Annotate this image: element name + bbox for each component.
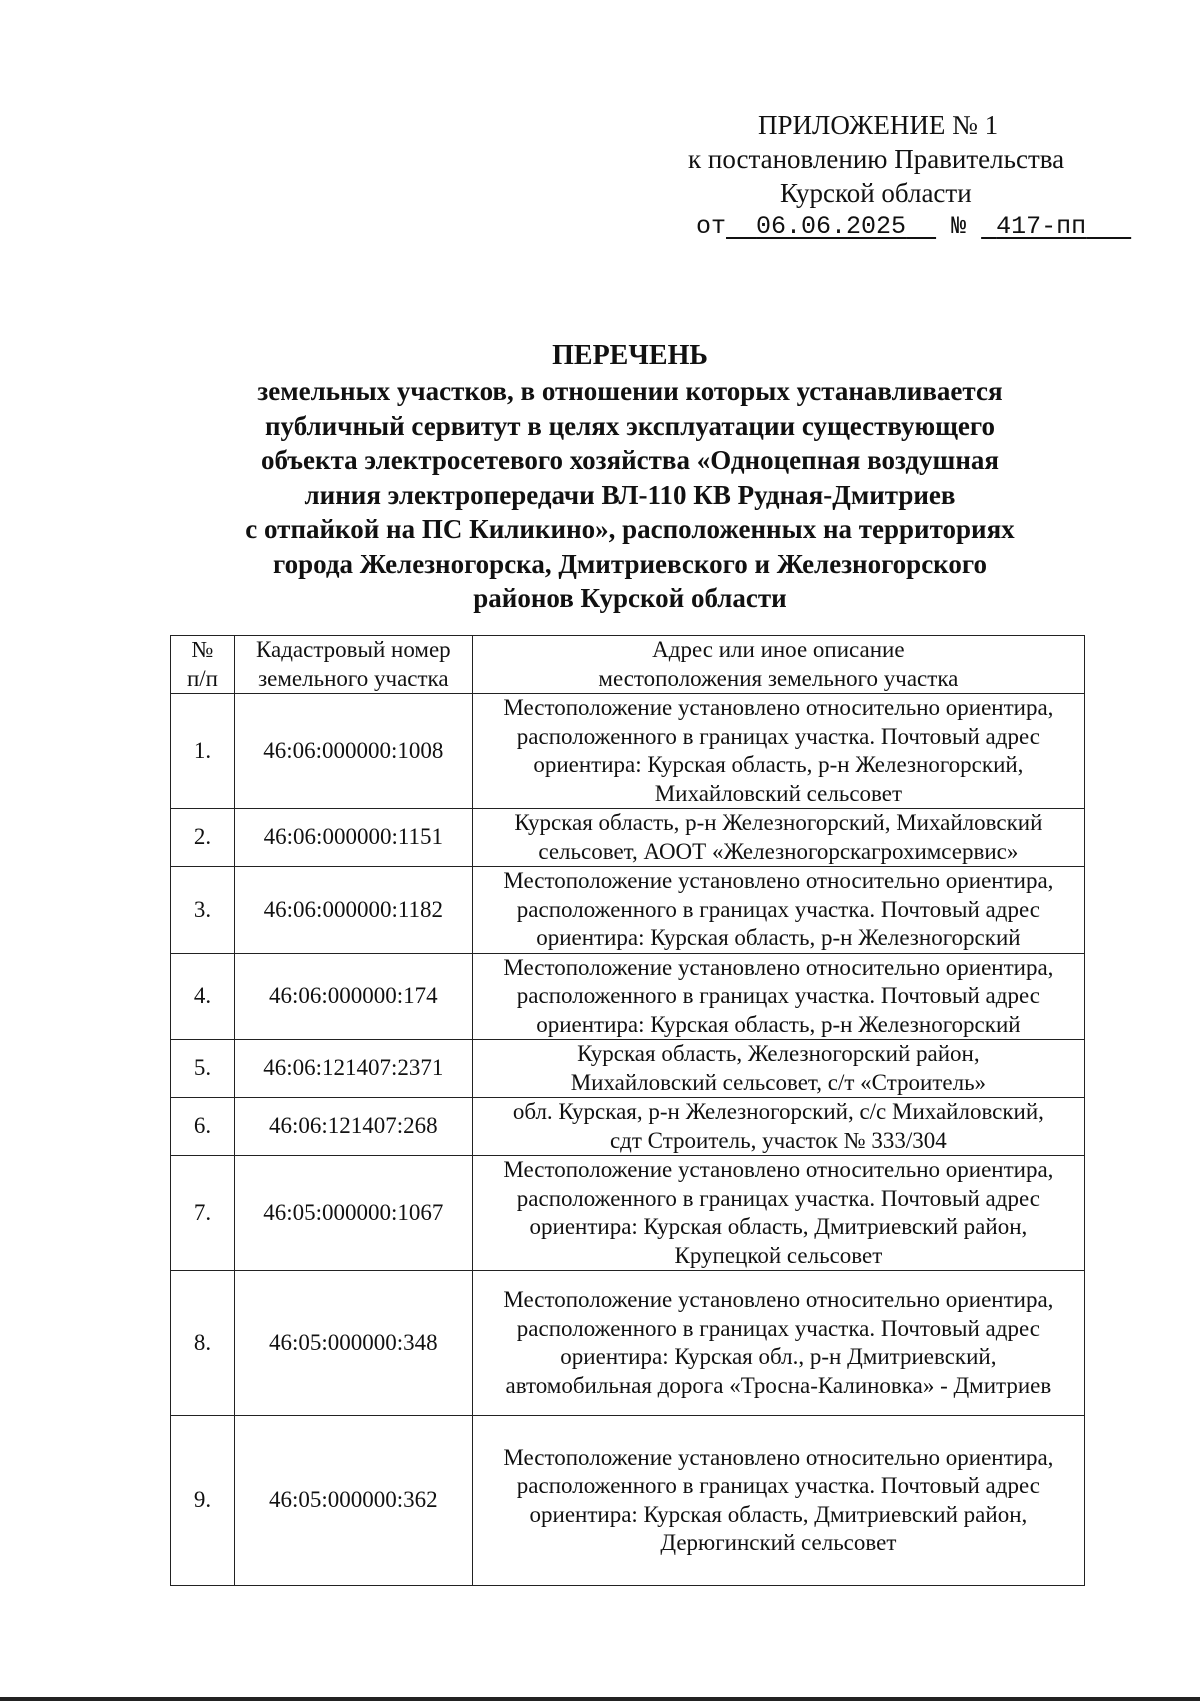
address-line: расположенного в границах участка. Почтовый адрес (516, 1315, 1040, 1341)
plot-address (472, 1156, 1084, 1271)
address-line: ориентира: Курская область, р-н Железногорский (536, 1011, 1021, 1037)
appendix-title: ПРИЛОЖЕНИЕ № 1 (758, 110, 999, 140)
row-number: 2. (171, 809, 235, 867)
row-number: 7. (171, 1156, 235, 1271)
address-line: расположенного в границах участка. Почтовый адрес (516, 983, 1040, 1008)
address-line: Михайловский сельсовет, с/т «Строитель» (570, 1069, 987, 1095)
plot-address (472, 953, 1084, 1040)
address-line: ориентира: Курская область, Дмитриевский район, (529, 1214, 1028, 1239)
appendix-region: Курской области (780, 178, 972, 208)
address-line: Местоположение установлено относительно ориентира, (503, 695, 1054, 720)
address-line: расположенного в границах участка. Почтовый адрес (516, 723, 1040, 749)
table-row (171, 953, 1085, 1040)
cadastral-number: 46:06:121407:2371 (234, 1040, 472, 1098)
table-row (171, 1040, 1085, 1098)
title-line: города Железногорска, Дмитриевского и Железногорского (273, 548, 987, 579)
plot-address (472, 1271, 1084, 1416)
document-title (140, 338, 1120, 616)
cadastral-number: 46:06:000000:1151 (234, 809, 472, 867)
address-line: ориентира: Курская обл., р-н Дмитриевский, (560, 1344, 997, 1369)
cadastral-number: 46:05:000000:1067 (234, 1156, 472, 1271)
plot-address (472, 1098, 1084, 1156)
title-heading: ПЕРЕЧЕНЬ (552, 340, 708, 371)
address-line: Местоположение установлено относительно ориентира, (503, 868, 1054, 893)
title-line: объекта электросетевого хозяйства «Одноцепная воздушная (260, 445, 1000, 475)
cadastral-number: 46:05:000000:348 (234, 1271, 472, 1416)
table-row (171, 867, 1085, 954)
row-number: 8. (171, 1271, 235, 1416)
appendix-reference: к постановлению Правительства (688, 144, 1065, 174)
date-prefix: от (696, 212, 727, 241)
address-line: Курская область, р-н Железногорский, Михайловский (514, 810, 1043, 835)
row-number: 4. (171, 953, 235, 1040)
address-line: сельсовет, АООТ «Железногорскагрохимсервис» (538, 838, 1019, 864)
table-header-row (171, 636, 1085, 694)
row-number: 5. (171, 1040, 235, 1098)
title-line: публичный сервитут в целях эксплуатации существующего (265, 410, 995, 441)
address-line: Курская область, Железногорский район, (577, 1041, 980, 1066)
address-line: сдт Строитель, участок № 333/304 (609, 1127, 947, 1153)
cadastral-number: 46:06:000000:1182 (234, 867, 472, 954)
cadastral-number: 46:05:000000:362 (234, 1416, 472, 1586)
title-subtitle (140, 374, 1120, 616)
cadastral-number: 46:06:000000:174 (234, 953, 472, 1040)
number-prefix: № (951, 212, 967, 241)
address-line: расположенного в границах участка. Почтовый адрес (516, 1185, 1040, 1211)
row-number: 9. (171, 1416, 235, 1586)
title-line: районов Курской области (473, 583, 787, 613)
title-line: с отпайкой на ПС Киликино», расположенных на территориях (245, 514, 1015, 544)
address-line: Дерюгинский сельсовет (660, 1530, 897, 1555)
row-number: 1. (171, 694, 235, 809)
address-line: Местоположение установлено относительно ориентира, (503, 1287, 1054, 1312)
table-row (171, 1098, 1085, 1156)
address-line: Местоположение установлено относительно ориентира, (503, 1157, 1054, 1182)
cadastral-number: 46:06:000000:1008 (234, 694, 472, 809)
land-plots-table (170, 635, 1085, 1586)
plot-address (472, 809, 1084, 867)
date-value: 06.06.2025 (756, 212, 907, 241)
appendix-header (688, 108, 1108, 244)
address-line: Крупецкой сельсовет (674, 1242, 883, 1268)
title-line: линия электропередачи ВЛ-110 КВ Рудная-Дмитриев (304, 479, 956, 510)
header-num: № п/п (171, 636, 235, 694)
address-line: ориентира: Курская область, Дмитриевский район, (529, 1501, 1028, 1527)
row-number: 3. (171, 867, 235, 954)
table-row (171, 1156, 1085, 1271)
table-row (171, 1416, 1085, 1586)
table-row (171, 694, 1085, 809)
address-line: Местоположение установлено относительно ориентира, (503, 1444, 1054, 1470)
plot-address (472, 867, 1084, 954)
header-address: Адрес или иное описание местоположения земельного участка (472, 636, 1084, 694)
plot-address (472, 1040, 1084, 1098)
address-line: автомобильная дорога «Тросна-Калиновка» - Дмитриев (505, 1372, 1052, 1398)
address-line: обл. Курская, р-н Железногорский, с/с Михайловский, (512, 1099, 1044, 1124)
address-line: ориентира: Курская область, р-н Железногорский, (533, 752, 1024, 777)
table-row (171, 1271, 1085, 1416)
plot-address (472, 694, 1084, 809)
cadastral-number: 46:06:121407:268 (234, 1098, 472, 1156)
address-line: Михайловский сельсовет (654, 780, 903, 806)
address-line: Местоположение установлено относительно ориентира, (503, 954, 1054, 980)
row-number: 6. (171, 1098, 235, 1156)
page-bottom-edge (0, 1697, 1200, 1701)
header-cadastral: Кадастровый номер земельного участка (234, 636, 472, 694)
appendix-date-number (688, 210, 1108, 244)
address-line: расположенного в границах участка. Почтовый адрес (516, 1473, 1040, 1498)
plot-address (472, 1416, 1084, 1586)
number-value: 417-пп (996, 212, 1087, 241)
address-line: расположенного в границах участка. Почтовый адрес (516, 896, 1040, 922)
table-row (171, 809, 1085, 867)
address-line: ориентира: Курская область, р-н Железногорский (536, 925, 1021, 950)
title-line: земельных участков, в отношении которых устанавливается (257, 376, 1003, 406)
